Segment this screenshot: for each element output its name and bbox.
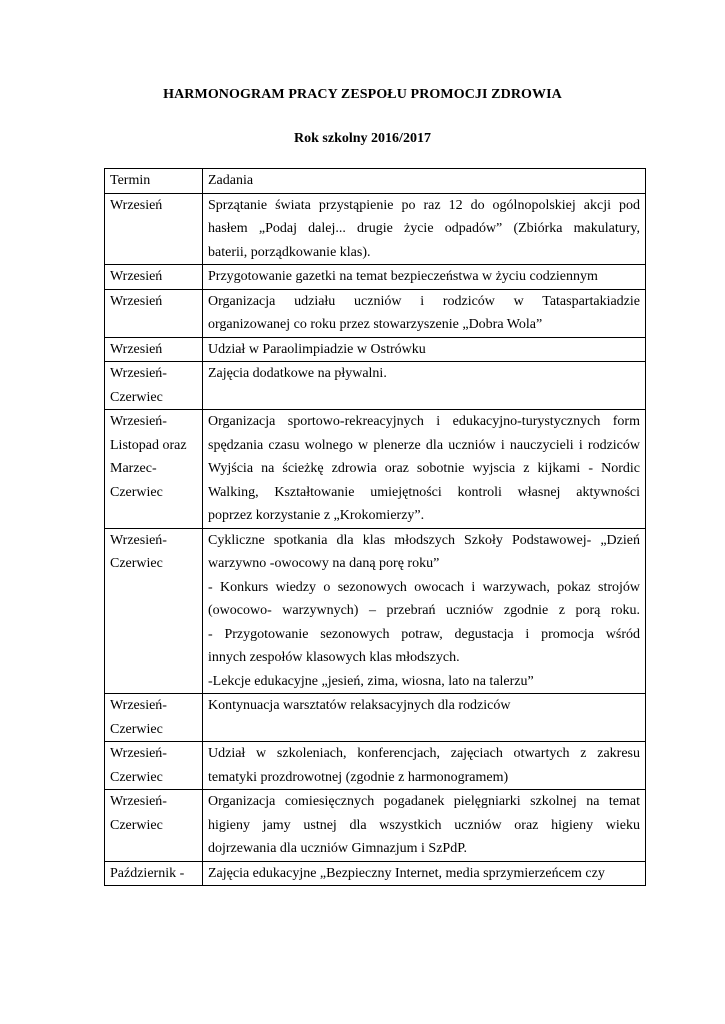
term-cell bbox=[105, 742, 203, 790]
tasks-cell bbox=[203, 362, 646, 410]
task-line: - Konkurs wiedzy o sezonowych owocach i warzywach, pokaz strojów bbox=[208, 579, 640, 595]
term-line: Październik - bbox=[110, 865, 185, 881]
table-row bbox=[105, 790, 646, 862]
term-line bbox=[110, 576, 197, 600]
task-line: Cykliczne spotkania dla klas młodszych Szkoły Podstawowej- „Dzień bbox=[208, 532, 640, 548]
term-line: Wrzesień- bbox=[110, 532, 167, 548]
task-line: dojrzewania dla uczniów Gimnazjum i SzPdP. bbox=[208, 841, 467, 856]
term-line: Wrzesień bbox=[110, 293, 163, 309]
task-line bbox=[208, 718, 640, 742]
tasks-cell bbox=[203, 861, 646, 886]
term-line: Wrzesień- bbox=[110, 414, 167, 429]
term-cell bbox=[105, 362, 203, 410]
task-line: hasłem „Podaj dalej... drugie życie odpadów” (Zbiórka makulatury, bbox=[208, 221, 640, 236]
task-line: spędzania czasu wolnego w plenerze dla uczniów i nauczycieli i rodziców bbox=[208, 437, 640, 453]
task-line: warzywno -owocowy na daną porę roku” bbox=[208, 556, 440, 571]
term-line: Czerwiec bbox=[110, 556, 163, 571]
task-line: organizowanej co roku przez stowarzyszenie „Dobra Wola” bbox=[208, 317, 543, 332]
term-line: Wrzesień bbox=[110, 341, 163, 357]
table-row bbox=[105, 528, 646, 694]
term-cell bbox=[105, 528, 203, 694]
term-cell bbox=[105, 193, 203, 265]
task-line: Udział w szkoleniach, konferencjach, zajęciach otwartych z zakresu bbox=[208, 746, 640, 761]
task-line: Udział w Paraolimpiadzie w Ostrówku bbox=[208, 341, 426, 357]
table-row bbox=[105, 193, 646, 265]
term-line: Czerwiec bbox=[110, 817, 163, 833]
task-line: Przygotowanie gazetki na temat bezpieczeństwa w życiu codziennym bbox=[208, 269, 598, 284]
term-cell bbox=[105, 410, 203, 529]
term-cell bbox=[105, 861, 203, 886]
task-line bbox=[208, 386, 640, 410]
task-line: baterii, porządkowanie klas). bbox=[208, 244, 371, 260]
term-line bbox=[110, 623, 197, 647]
table-row bbox=[105, 861, 646, 886]
term-cell bbox=[105, 337, 203, 362]
table-row bbox=[105, 289, 646, 337]
tasks-cell bbox=[203, 790, 646, 862]
task-line: Organizacja sportowo-rekreacyjnych i edukacyjno-turystycznych form bbox=[208, 414, 640, 429]
term-line: Wrzesień- bbox=[110, 794, 167, 809]
term-line: Czerwiec bbox=[110, 484, 163, 500]
term-line: Wrzesień- bbox=[110, 366, 167, 381]
term-line: Wrzesień- bbox=[110, 746, 167, 761]
document-title: HARMONOGRAM PRACY ZESPOŁU PROMOCJI ZDROWIA bbox=[163, 87, 562, 102]
table-row bbox=[105, 410, 646, 529]
task-line: innych zespołów klasowych klas młodszych. bbox=[208, 650, 460, 665]
task-line: -Lekcje edukacyjne „jesień, zima, wiosna, lato na talerzu” bbox=[208, 673, 534, 689]
term-cell bbox=[105, 790, 203, 862]
task-line: Organizacja comiesięcznych pogadanek pielęgniarki szkolnej na temat bbox=[208, 794, 640, 809]
table-header-row bbox=[105, 169, 646, 194]
task-line: Walking, Kształtowanie umiejętności kontroli własnej aktywności bbox=[208, 484, 640, 500]
task-line: higieny jamy ustnej dla wszystkich uczniów oraz higieny wieku bbox=[208, 817, 640, 833]
task-line: Kontynuacja warsztatów relaksacyjnych dla rodziców bbox=[208, 698, 511, 713]
term-line: Czerwiec bbox=[110, 721, 163, 737]
term-line bbox=[110, 646, 197, 670]
term-cell bbox=[105, 265, 203, 290]
tasks-cell bbox=[203, 742, 646, 790]
task-line: - Przygotowanie sezonowych potraw, degustacja i promocja wśród bbox=[208, 626, 640, 642]
table-row bbox=[105, 694, 646, 742]
tasks-cell bbox=[203, 265, 646, 290]
tasks-cell bbox=[203, 694, 646, 742]
tasks-cell bbox=[203, 289, 646, 337]
task-line: tematyki prozdrowotnej (zgodnie z harmonogramem) bbox=[208, 769, 509, 785]
task-line: Sprzątanie świata przystąpienie po raz 12 do ogólnopolskiej akcji pod bbox=[208, 197, 640, 213]
task-line: Organizacja udziału uczniów i rodziców w Tataspartakiadzie bbox=[208, 293, 640, 309]
task-line: Zajęcia edukacyjne „Bezpieczny Internet, media sprzymierzeńcem czy bbox=[208, 865, 605, 881]
document-subtitle: Rok szkolny 2016/2017 bbox=[294, 131, 431, 146]
term-line: Czerwiec bbox=[110, 769, 163, 785]
task-line: poprzez korzystanie z „Krokomierzy”. bbox=[208, 508, 425, 523]
term-line: Marzec- bbox=[110, 461, 157, 476]
term-line: Czerwiec bbox=[110, 389, 163, 405]
tasks-cell bbox=[203, 528, 646, 694]
table-body bbox=[105, 193, 646, 886]
tasks-cell bbox=[203, 193, 646, 265]
term-line bbox=[110, 504, 197, 528]
table-row bbox=[105, 742, 646, 790]
column-header-term: Termin bbox=[105, 169, 203, 194]
column-header-tasks: Zadania bbox=[203, 169, 646, 194]
tasks-cell bbox=[203, 337, 646, 362]
term-cell bbox=[105, 694, 203, 742]
table-row bbox=[105, 362, 646, 410]
table-row bbox=[105, 337, 646, 362]
table-row bbox=[105, 265, 646, 290]
term-line bbox=[110, 837, 197, 861]
task-line: (owocowo- warzywnych) – przebrań uczniów zgodnie z porą roku. bbox=[208, 603, 640, 618]
term-line bbox=[110, 599, 197, 623]
tasks-cell bbox=[203, 410, 646, 529]
term-line: Wrzesień bbox=[110, 269, 163, 284]
term-line: Wrzesień bbox=[110, 197, 163, 213]
schedule-table bbox=[104, 168, 646, 886]
term-cell bbox=[105, 289, 203, 337]
task-line: Zajęcia dodatkowe na pływalni. bbox=[208, 366, 387, 381]
term-line: Listopad oraz bbox=[110, 437, 187, 453]
term-line: Wrzesień- bbox=[110, 698, 167, 713]
task-line: Wyjścia na ścieżkę zdrowia oraz sobotnie wyjscia z kijkami - Nordic bbox=[208, 461, 640, 476]
term-line bbox=[110, 670, 197, 694]
